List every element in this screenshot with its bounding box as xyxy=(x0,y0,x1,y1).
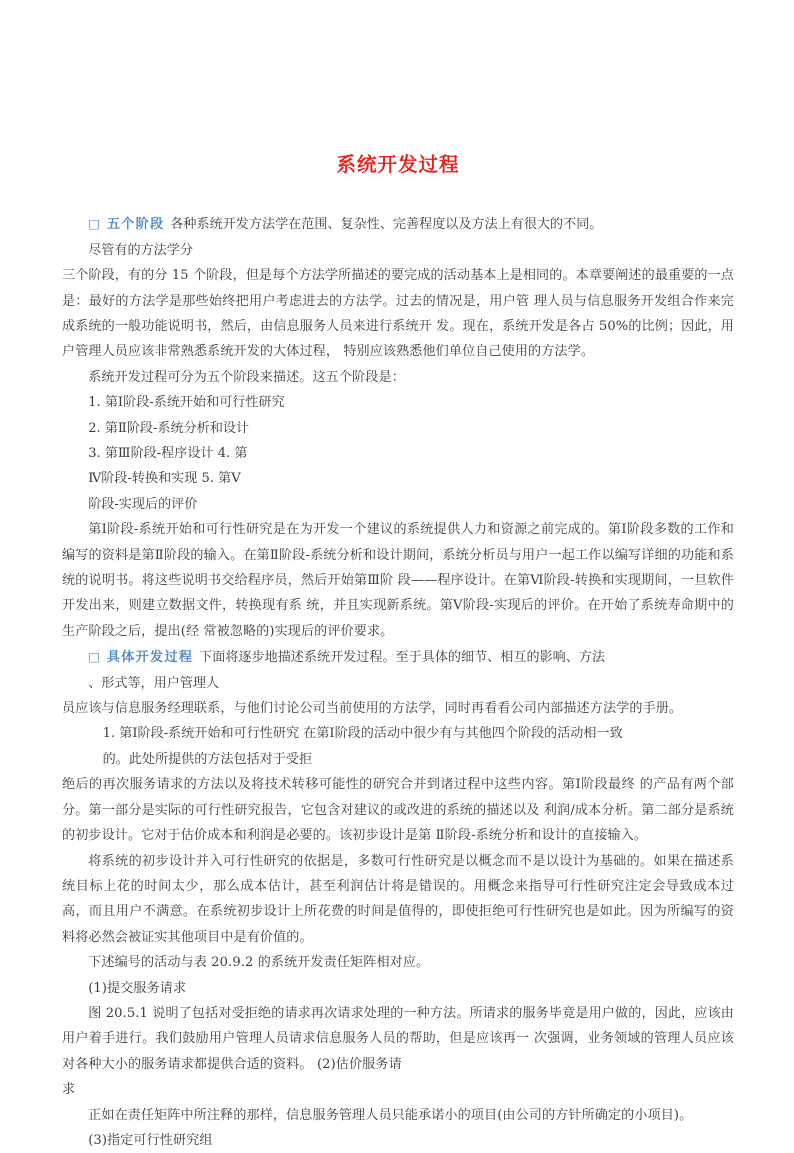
paragraph-activity-1: (1)提交服务请求 xyxy=(88,980,187,996)
paragraph-stage-one-products: 绝后的再次服务请求的方法以及将技术转移可能性的研究合并到诸过程中这些内容。第Ⅰ阶段最终 的产品有两个部分。第一部分是实际的可行性研究报告，它包含对建议的或改进的系统的描述以及 利润/成本分析。第二部分是系统的初步设计。它对于估价成本和利润是必要的。该初步设计是第 Ⅱ阶段-系统分析和设计的直接输入。 xyxy=(62,777,734,844)
paragraph-activity-matrix-reference: 下述编号的活动与表 20.9.2 的系统开发责任矩阵相对应。 xyxy=(88,955,430,971)
paragraph-responsibility-matrix-note: 正如在责任矩阵中所注释的那样，信息服务管理人员只能承诺小的项目(由公司的方针所确定的小项目)。 xyxy=(88,1107,693,1123)
list-item: 2. 第Ⅱ阶段-系统分析和设计 xyxy=(88,420,250,436)
numbered-item-continuation: 的。此处所提供的方法包括对于受拒 xyxy=(102,751,313,767)
paragraph-stage-descriptions: 第Ⅰ阶段-系统开始和可行性研究是在为开发一个建议的系统提供人力和资源之前完成的。第Ⅰ阶段多数的工作和编写的资料是第Ⅱ阶段的输入。在第Ⅱ阶段-系统分析和设计期间，系统分析员与用户一起工作以编写详细的功能和系统的说明书。将这些说明书交给程序员，然后开始第Ⅲ阶 段——程序设计。在第Ⅵ阶段-转换和实现期间，一旦软件开发出来，则建立数据文件，转换现有系 统，并且实现新系统。第Ⅴ阶段-实现后的评价。在开始了系统寿命期中的生产阶段之后，提出(经 常被忽略的)实现后的评价要求。 xyxy=(62,522,734,639)
bullet-section-five-stages xyxy=(62,211,734,237)
paragraph-figure-reference: 图 20.5.1 说明了包括对受拒绝的请求再次请求处理的一种方法。所请求的服务毕竟是用户做的，因此，应该由用户着手进行。我们鼓励用户管理人员请求信息服务人员的帮助，但是应该再一 次强调，业务领域的管理人员应该对各种大小的服务请求都提供合适的资料。 (2)估价服务请 xyxy=(62,1005,734,1072)
numbered-item-stage-one: 1. 第Ⅰ阶段-系统开始和可行性研究 在第Ⅰ阶段的活动中很少有与其他四个阶段的活动相一致 xyxy=(102,726,623,742)
bullet-continuation-line: 尽管有的方法学分 xyxy=(88,242,193,258)
bullet-continuation-line: 、形式等，用户管理人 xyxy=(88,675,220,691)
square-bullet-icon: □ xyxy=(88,216,100,232)
page-title: 系统开发过程 xyxy=(336,153,460,176)
bullet-lead-text: 各种系统开发方法学在范围、复杂性、完善程度以及方法上有很大的不同。 xyxy=(170,217,603,233)
square-bullet-icon: □ xyxy=(88,649,100,665)
paragraph-activity-3: (3)指定可行性研究组 xyxy=(88,1132,213,1148)
bullet-section-development-process xyxy=(62,644,734,670)
bullet-heading-five-stages: 五个阶段 xyxy=(106,217,165,233)
document-content xyxy=(62,152,734,1153)
list-item: 1. 第Ⅰ阶段-系统开始和可行性研究 xyxy=(88,395,285,411)
paragraph-activity-2-continuation: 求 xyxy=(62,1082,76,1098)
paragraph-five-stages-intro: 系统开发过程可分为五个阶段来描述。这五个阶段是： xyxy=(88,369,405,385)
paragraph-preliminary-design-rationale: 将系统的初步设计并入可行性研究的依据是，多数可行性研究是以概念而不是以设计为基础的。如果在描述系统目标上花的时间太少，那么成本估计，甚至利润估计将是错误的。用概念来指导可行性研究注定会导致成本过高，而且用户不满意。在系统初步设计上所花费的时间是值得的，即使拒绝可行性研究也是如此。因为所编写的资料将必然会被证实其他项目中是有价值的。 xyxy=(62,853,734,945)
list-item: Ⅳ阶段-转换和实现 5. 第Ⅴ xyxy=(88,471,241,487)
bullet-lead-text: 下面将逐步地描述系统开发过程。至于具体的细节、相互的影响、方法 xyxy=(199,650,606,666)
list-item: 3. 第Ⅲ阶段-程序设计 4. 第 xyxy=(88,446,248,461)
paragraph-is-manager-contact: 员应该与信息服务经理联系，与他们讨论公司当前使用的方法学，同时再看看公司内部描述方法学的手册。 xyxy=(62,701,683,717)
bullet-heading-development-process: 具体开发过程 xyxy=(106,650,194,666)
paragraph-methodology-overview: 三个阶段，有的分 15 个阶段，但是每个方法学所描述的要完成的活动基本上是相同的。本章要阐述的最重要的一点是：最好的方法学是那些始终把用户考虑进去的方法学。过去的情况是，用户管 理人员与信息服务开发组合作来完成系统的一般功能说明书，然后，由信息服务人员来进行系统开 发。现在，系统开发是各占 50%的比例；因此，用户管理人员应该非常熟悉系统开发的大体过程， 特别应该熟悉他们单位自己使用的方法学。 xyxy=(62,268,734,360)
list-item: 阶段-实现后的评价 xyxy=(88,496,198,512)
